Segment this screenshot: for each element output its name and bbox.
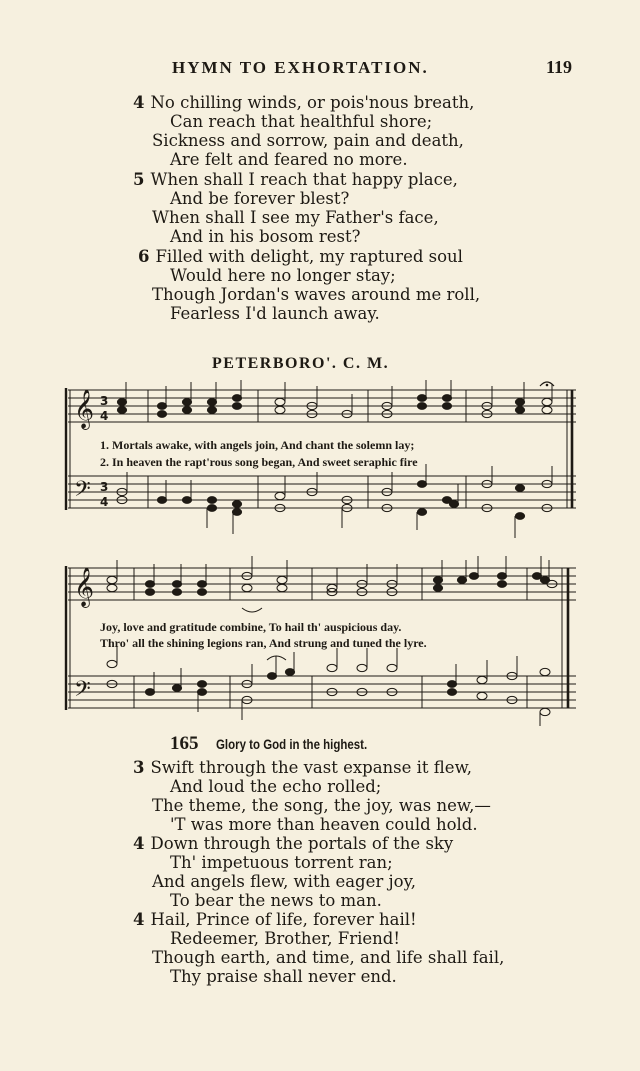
stanza-line [133,170,458,189]
hymn-number: 165 [170,733,199,754]
stanza-line: Can reach that healthful shore; [170,112,433,131]
verse-text: No chilling winds, or pois'nous breath, [150,93,475,112]
time-signature: 4 [100,495,109,509]
time-signature: 3 [100,394,109,408]
hymn-subtitle: Glory to God in the highest. [215,736,367,752]
stanza-line: Redeemer, Brother, Friend! [170,929,400,948]
verse-text: Filled with delight, my raptured soul [155,247,463,266]
verse-number: 4 [133,834,145,853]
stanza-line [133,910,417,929]
verse-number: 6 [138,247,150,266]
tune-title: PETERBORO'. C. M. [212,355,390,372]
stanza-line: And loud the echo rolled; [170,777,382,796]
bass-clef: 𝄢 [74,677,91,707]
stanza-line: And angels flew, with eager joy, [152,872,416,891]
stanza-line: The theme, the song, the joy, was new,— [152,796,491,815]
running-title: HYMN TO EXHORTATION. [172,58,429,77]
stanza-line: Though earth, and time, and life shall fail, [152,948,505,967]
fermata [546,384,549,387]
verse-number: 4 [133,93,145,112]
treble-staff [68,390,576,422]
treble-clef: 𝄞 [74,567,95,607]
running-head [0,58,640,82]
time-signature: 3 [100,480,109,494]
lyric-verse-1: Joy, love and gratitude combine, To hail th' auspicious day. [100,620,402,634]
lyric-verse-2: Thro' all the shining legions ran, And strung and tuned the lyre. [100,636,427,650]
stanza-line: Th' impetuous torrent ran; [170,853,393,872]
verse-number: 5 [133,170,145,189]
page-number: 119 [546,57,573,77]
time-signature: 4 [100,409,109,423]
lyric-verse-2: 2. In heaven the rapt'rous song began, And sweet seraphic fire [100,455,418,469]
bass-clef: 𝄢 [74,477,91,507]
lyric-verse-1: 1. Mortals awake, with angels join, And chant the solemn lay; [100,438,415,452]
verse-text: Swift through the vast expanse it flew, [150,758,472,777]
stanza-line: Though Jordan's waves around me roll, [152,285,481,304]
bass-staff [68,476,576,508]
treble-clef: 𝄞 [74,389,95,429]
verse-text: Hail, Prince of life, forever hail! [150,910,417,929]
verse-number: 4 [133,910,145,929]
slur [242,608,262,612]
hymn-heading [170,733,400,755]
stanza-line [138,247,463,266]
stanza-line: To bear the news to man. [170,891,382,910]
verse-text: Down through the portals of the sky [150,834,454,853]
stanza-line [133,758,472,777]
music-system-1 [62,378,582,543]
bass-staff [68,676,576,708]
stanza-line: Thy praise shall never end. [170,967,397,986]
stanza-line: And be forever blest? [170,189,350,208]
stanza-line [133,93,474,112]
stanza-line: Sickness and sorrow, pain and death, [152,131,464,150]
stanza-line: Are felt and feared no more. [170,150,408,169]
stanza-line: Would here no longer stay; [170,266,396,285]
music-system-2 [62,556,582,726]
bass-notes [107,660,550,715]
stanza-line: And in his bosom rest? [170,227,361,246]
stanza-line: Fearless I'd launch away. [170,304,380,323]
stanza-line [133,834,453,853]
verse-number: 3 [133,758,145,777]
stanza-line: 'T was more than heaven could hold. [170,815,478,834]
stanza-line: When shall I see my Father's face, [152,208,439,227]
verse-text: When shall I reach that happy place, [150,170,458,189]
